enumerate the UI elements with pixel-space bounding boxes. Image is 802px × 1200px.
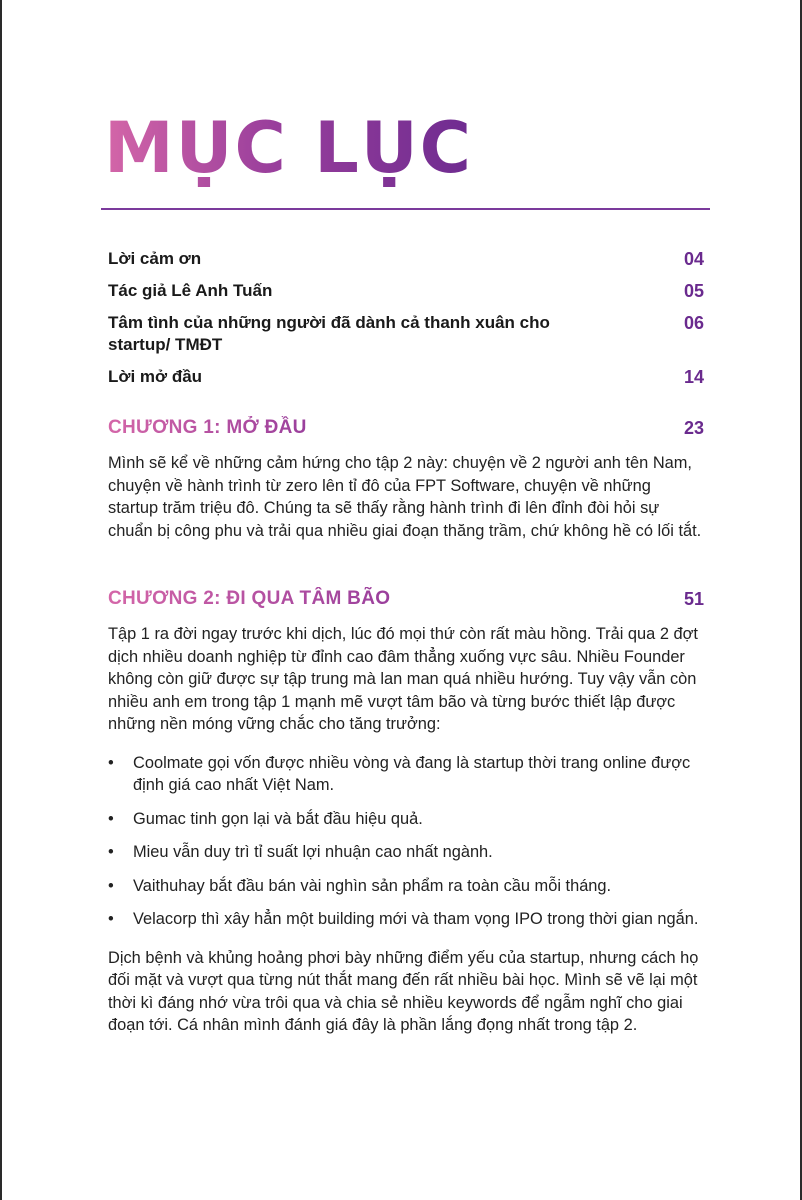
toc-entry[interactable]: [108, 248, 704, 270]
bullet-icon: •: [108, 910, 114, 928]
list-item: [108, 752, 704, 797]
table-of-contents: [108, 248, 704, 388]
chapter-title: CHƯƠNG 2: ĐI QUA TÂM BÃO: [108, 588, 391, 609]
list-item: [108, 875, 704, 898]
bullet-icon: •: [108, 753, 114, 772]
toc-entry[interactable]: [108, 366, 704, 388]
chapter-heading[interactable]: [108, 587, 704, 611]
chapter-page: 23: [683, 417, 704, 438]
toc-entry-page: 04: [683, 249, 704, 269]
list-item: [108, 908, 704, 931]
chapter-title: CHƯƠNG 1: MỞ ĐẦU: [108, 417, 307, 438]
list-item-text: Velacorp thì xây hẳn một building mới và tham vọng IPO trong thời gian ngắn.: [133, 910, 699, 928]
page-title: MỤC LỤC: [104, 107, 474, 189]
bullet-icon: •: [108, 843, 114, 861]
toc-entry-title: Lời mở đầu: [108, 367, 203, 386]
list-item-text: Vaithuhay bắt đầu bán vài nghìn sản phẩm ra toàn cầu mỗi tháng.: [133, 876, 612, 895]
list-item: [108, 808, 704, 831]
page-edge-left: [0, 0, 2, 1200]
chapter-description: Tập 1 ra đời ngay trước khi dịch, lúc đó mọi thứ còn rất màu hồng. Trải qua 2 đợt dịch nhiều doanh nghiệp từ đỉnh cao đâm thẳng xuống vực sâu. Nhiều Founder không còn giữ được sự tập trung mà lan man quá nhiều hướng. Tuy vậy vẫn còn nhiều anh em trong tập 1 mạnh mẽ vượt tâm bão và từng bước thiết lập được những nền móng vững chắc cho tăng trưởng:: [108, 625, 698, 733]
bullet-icon: •: [108, 876, 114, 895]
list-item: [108, 841, 704, 864]
toc-entry-title: Lời cảm ơn: [108, 249, 202, 268]
toc-entry[interactable]: [108, 312, 704, 356]
list-item-text: Gumac tinh gọn lại và bắt đầu hiệu quả.: [133, 809, 423, 828]
chapter-page: 51: [683, 588, 704, 609]
title-divider: [101, 208, 710, 210]
toc-entry-page: 14: [683, 367, 704, 387]
chapter-description: Mình sẽ kể về những cảm hứng cho tập 2 này: chuyện về 2 người anh tên Nam, chuyện về hành trình từ zero lên tỉ đô của FPT Software, chuyện về những startup trăm triệu đô. Chúng ta sẽ thấy rằng hành trình đi lên đỉnh đòi hỏi sự chuẩn bị công phu và trải qua nhiều giai đoạn thăng trầm, chứ không hề có lối tắt.: [108, 454, 702, 540]
chapter-section: [108, 416, 704, 542]
bullet-list: [108, 752, 704, 931]
bullet-icon: •: [108, 809, 114, 828]
toc-entry-title: Tâm tình của những người đã dành cả thanh xuân cho startup/ TMĐT: [108, 313, 550, 354]
list-item-text: Coolmate gọi vốn được nhiều vòng và đang là startup thời trang online được định giá cao nhất Việt Nam.: [133, 753, 691, 794]
chapter-heading[interactable]: [108, 416, 704, 440]
chapter-closing: Dịch bệnh và khủng hoảng phơi bày những điểm yếu của startup, nhưng cách họ đối mặt và vượt qua từng nút thắt mang đến rất nhiều bài học. Mình sẽ vẽ lại một thời kì đáng nhớ vừa trôi qua và chia sẻ nhiều keywords để ngẫm nghĩ cho giai đoạn tới. Cá nhân mình đánh giá đây là phần lắng đọng nhất trong tập 2.: [108, 948, 699, 1034]
toc-entry[interactable]: [108, 280, 704, 302]
list-item-text: Mieu vẫn duy trì tỉ suất lợi nhuận cao nhất ngành.: [133, 843, 493, 861]
toc-entry-page: 05: [683, 281, 704, 301]
toc-entry-title: Tác giả Lê Anh Tuấn: [108, 281, 273, 300]
toc-entry-page: 06: [683, 313, 704, 333]
chapter-section: [108, 587, 704, 1037]
